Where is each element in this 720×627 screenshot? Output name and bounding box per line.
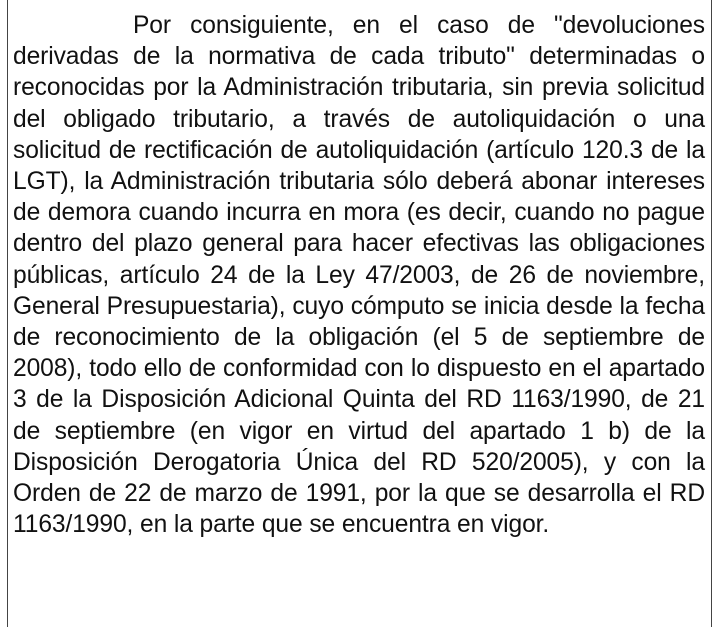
body-paragraph: Por consiguiente, en el caso de "devoluciones derivadas de la normativa de cada tributo" determinadas o reconocidas por la Administración tributaria, sin previa solicitud del obligado tributario, a través de autoliquidación o una solicitud de rectificación de autoliquidación (artículo 120.3 de la LGT), la Administración tributaria sólo deberá abonar intereses de demora cuando incurra en mora (es decir, cuando no pague dentro del plazo general para hacer efectivas las obligaciones públicas, artículo 24 de la Ley 47/2003, de 26 de noviembre, General Presupuestaria), cuyo cómputo se inicia desde la fecha de reconocimiento de la obligación (el 5 de septiembre de 2008), todo ello de conformidad con lo dispuesto en el apartado 3 de la Disposición Adicional Quinta del RD 1163/1990, de 21 de septiembre (en vigor en virtud del apartado 1 b) de la Disposición Derogatoria Única del RD 520/2005), y con la Orden de 22 de marzo de 1991, por la que se desarrolla el RD 1163/1990, en la parte que se encuentra en vigor. — [13, 12, 705, 539]
document-page — [7, 0, 712, 627]
